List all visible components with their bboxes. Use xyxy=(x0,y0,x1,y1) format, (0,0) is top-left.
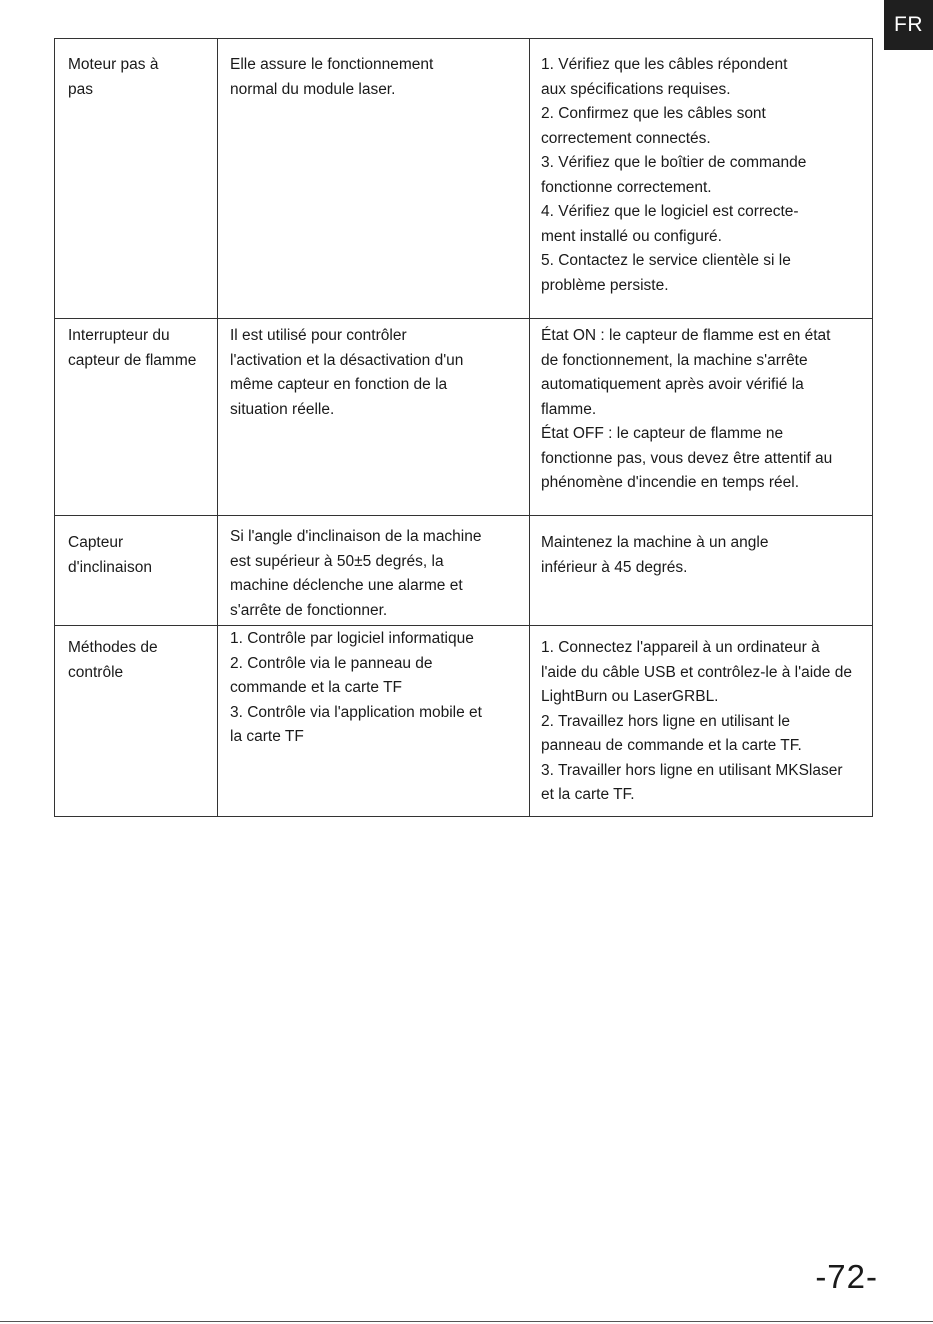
component-text: Capteur d'inclinaison xyxy=(68,534,152,576)
component-text: Interrupteur du capteur de flamme xyxy=(68,327,197,369)
component-cell xyxy=(55,319,218,516)
component-cell xyxy=(55,39,218,319)
function-text: Elle assure le fonctionnement normal du module laser. xyxy=(230,56,434,98)
function-cell xyxy=(218,516,530,626)
remedy-text: 1. Connectez l'appareil à un ordinateur à l'aide du câble USB et contrôlez-le à l'aide de LightBurn ou LaserGRBL. 2. Travaillez hors ligne en utilisant le panneau de commande et la carte TF. 3. Travailler hors ligne en utilisant MKSlaser et la carte TF. xyxy=(541,639,852,803)
language-tab: FR xyxy=(884,0,933,50)
remedy-cell xyxy=(530,626,873,817)
remedy-cell xyxy=(530,319,873,516)
function-text: Il est utilisé pour contrôler l'activation et la désactivation d'un même capteur en fonction de la situation réelle. xyxy=(230,327,464,418)
remedy-text: État ON : le capteur de flamme est en état de fonctionnement, la machine s'arrête automatiquement après avoir vérifié la flamme. État OFF : le capteur de flamme ne fonctionne pas, vous devez être attentif au phénomène d'incendie en temps réel. xyxy=(541,327,833,491)
function-cell xyxy=(218,319,530,516)
table-row-tilt-sensor xyxy=(55,516,873,626)
troubleshooting-table xyxy=(54,38,873,817)
function-cell xyxy=(218,626,530,817)
remedy-cell xyxy=(530,516,873,626)
component-text: Moteur pas à pas xyxy=(68,56,159,98)
table-row-control-methods xyxy=(55,626,873,817)
bottom-divider xyxy=(0,1321,933,1322)
function-cell xyxy=(218,39,530,319)
page-number: -72- xyxy=(815,1258,878,1295)
table-row-stepper-motor xyxy=(55,39,873,319)
table-row-flame-sensor-switch xyxy=(55,319,873,516)
function-text: 1. Contrôle par logiciel informatique 2. Contrôle via le panneau de commande et la carte TF 3. Contrôle via l'application mobile et la carte TF xyxy=(230,630,482,745)
remedy-text: Maintenez la machine à un angle inférieur à 45 degrés. xyxy=(541,534,769,576)
component-text: Méthodes de contrôle xyxy=(68,639,158,681)
remedy-text: 1. Vérifiez que les câbles répondent aux spécifications requises. 2. Confirmez que les câbles sont correctement connectés. 3. Vérifiez que le boîtier de commande fonctionne correctement. 4. Vérifiez que le logiciel est correcte- ment installé ou configuré. 5. Contactez le service clientèle si le problème persiste. xyxy=(541,56,807,294)
component-cell xyxy=(55,626,218,817)
component-cell xyxy=(55,516,218,626)
function-text: Si l'angle d'inclinaison de la machine est supérieur à 50±5 degrés, la machine déclenche une alarme et s'arrête de fonctionner. xyxy=(230,528,482,619)
remedy-cell xyxy=(530,39,873,319)
